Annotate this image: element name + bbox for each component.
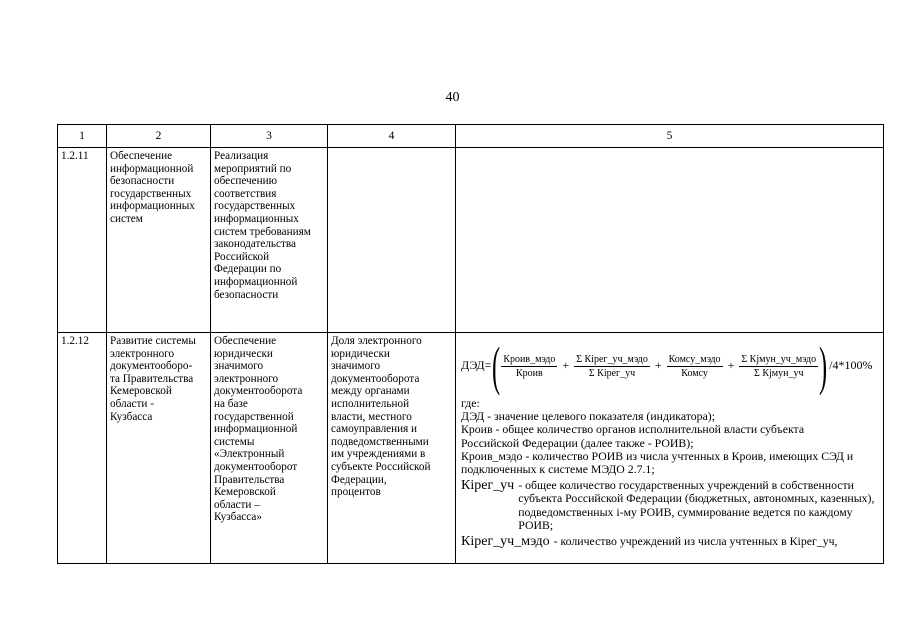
row-method	[456, 148, 884, 333]
fraction-denominator: Кроив	[516, 367, 543, 379]
table-row	[58, 148, 884, 333]
row-number: 1.2.11	[58, 148, 107, 333]
fraction	[501, 354, 557, 379]
header-cell: 3	[211, 125, 328, 148]
plus-sign: +	[562, 358, 570, 373]
formula-tail: /4*100%	[829, 358, 873, 373]
fraction-numerator: Комсу_мэдо	[668, 353, 721, 365]
row-number: 1.2.12	[58, 333, 107, 564]
open-paren: (	[492, 336, 501, 396]
formula	[461, 337, 878, 395]
plus-sign: +	[727, 358, 735, 373]
symbol-k-reg-uch-mdo: Кiрег_уч_мэдо	[461, 534, 550, 550]
definition-text: - количество учреждений из числа учтенных в Кiрег_уч,	[553, 534, 838, 549]
header-cell: 4	[328, 125, 456, 148]
formula-lead: ДЭД=	[461, 358, 492, 373]
fraction	[739, 354, 818, 379]
table-row	[58, 333, 884, 564]
header-cell: 2	[107, 125, 211, 148]
formula-explanation: где: ДЭД - значение целевого показателя (индикатора); Кроив - общее количество органов исполнительной власти субъекта Российской Федерации (далее также - РОИВ); Кроив_мэдо - количество РОИВ из числа учтенных в Кроив, имеющих СЭД и подключенных к системе МЭДО 2.7.1;	[461, 396, 854, 477]
definition-line	[461, 479, 878, 532]
row-indicator	[328, 148, 456, 333]
fraction	[667, 354, 723, 379]
row-measure: Обеспечение юридически значимого электронного документооборота на базе государственной информационной системы «Электронный документооборот Правительства Кемеровской области – Кузбасса»	[211, 333, 328, 564]
fraction	[574, 354, 650, 379]
row-name: Развитие системы электронного документооборо- та Правительства Кемеровской области - Кузбасса	[107, 333, 211, 564]
fraction-numerator: Σ Кiрег_уч_мэдо	[576, 353, 648, 365]
table-header-row	[58, 125, 884, 148]
close-paren: )	[819, 336, 828, 396]
plus-sign: +	[654, 358, 662, 373]
header-cell: 5	[456, 125, 884, 148]
symbol-k-reg-uch: Кiрег_уч	[461, 478, 515, 494]
fraction-numerator: Кроив_мэдо	[503, 353, 556, 365]
fraction-denominator: Σ Кiрег_уч	[588, 367, 636, 379]
row-name: Обеспечение информационной безопасности государственных информационных систем	[107, 148, 211, 333]
fraction-numerator: Σ Кjмун_уч_мэдо	[741, 353, 817, 365]
row-indicator: Доля электронного юридически значимого документооборота между органами исполнительной власти, местного самоуправления и подведомственными им учреждениями в субъекте Российской Федерации, процентов	[328, 333, 456, 564]
row-method	[456, 333, 884, 564]
definition-line	[461, 535, 878, 549]
definition-text: - общее количество государственных учреждений в собственности субъекта Российской Федерации (бюджетных, автономных, казенных), подведомственных i-му РОИВ, суммирование ведется по каждому РОИВ;	[518, 478, 875, 532]
header-cell: 1	[58, 125, 107, 148]
page-number: 40	[445, 90, 460, 105]
row-measure: Реализация мероприятий по обеспечению соответствия государственных информационных систем требованиям законодательства Российской Федерации по информационной безопасности	[211, 148, 328, 333]
fraction-denominator: Σ Кjмун_уч	[754, 367, 804, 379]
fraction-denominator: Комсу	[681, 367, 708, 379]
indicator-table	[57, 124, 884, 564]
